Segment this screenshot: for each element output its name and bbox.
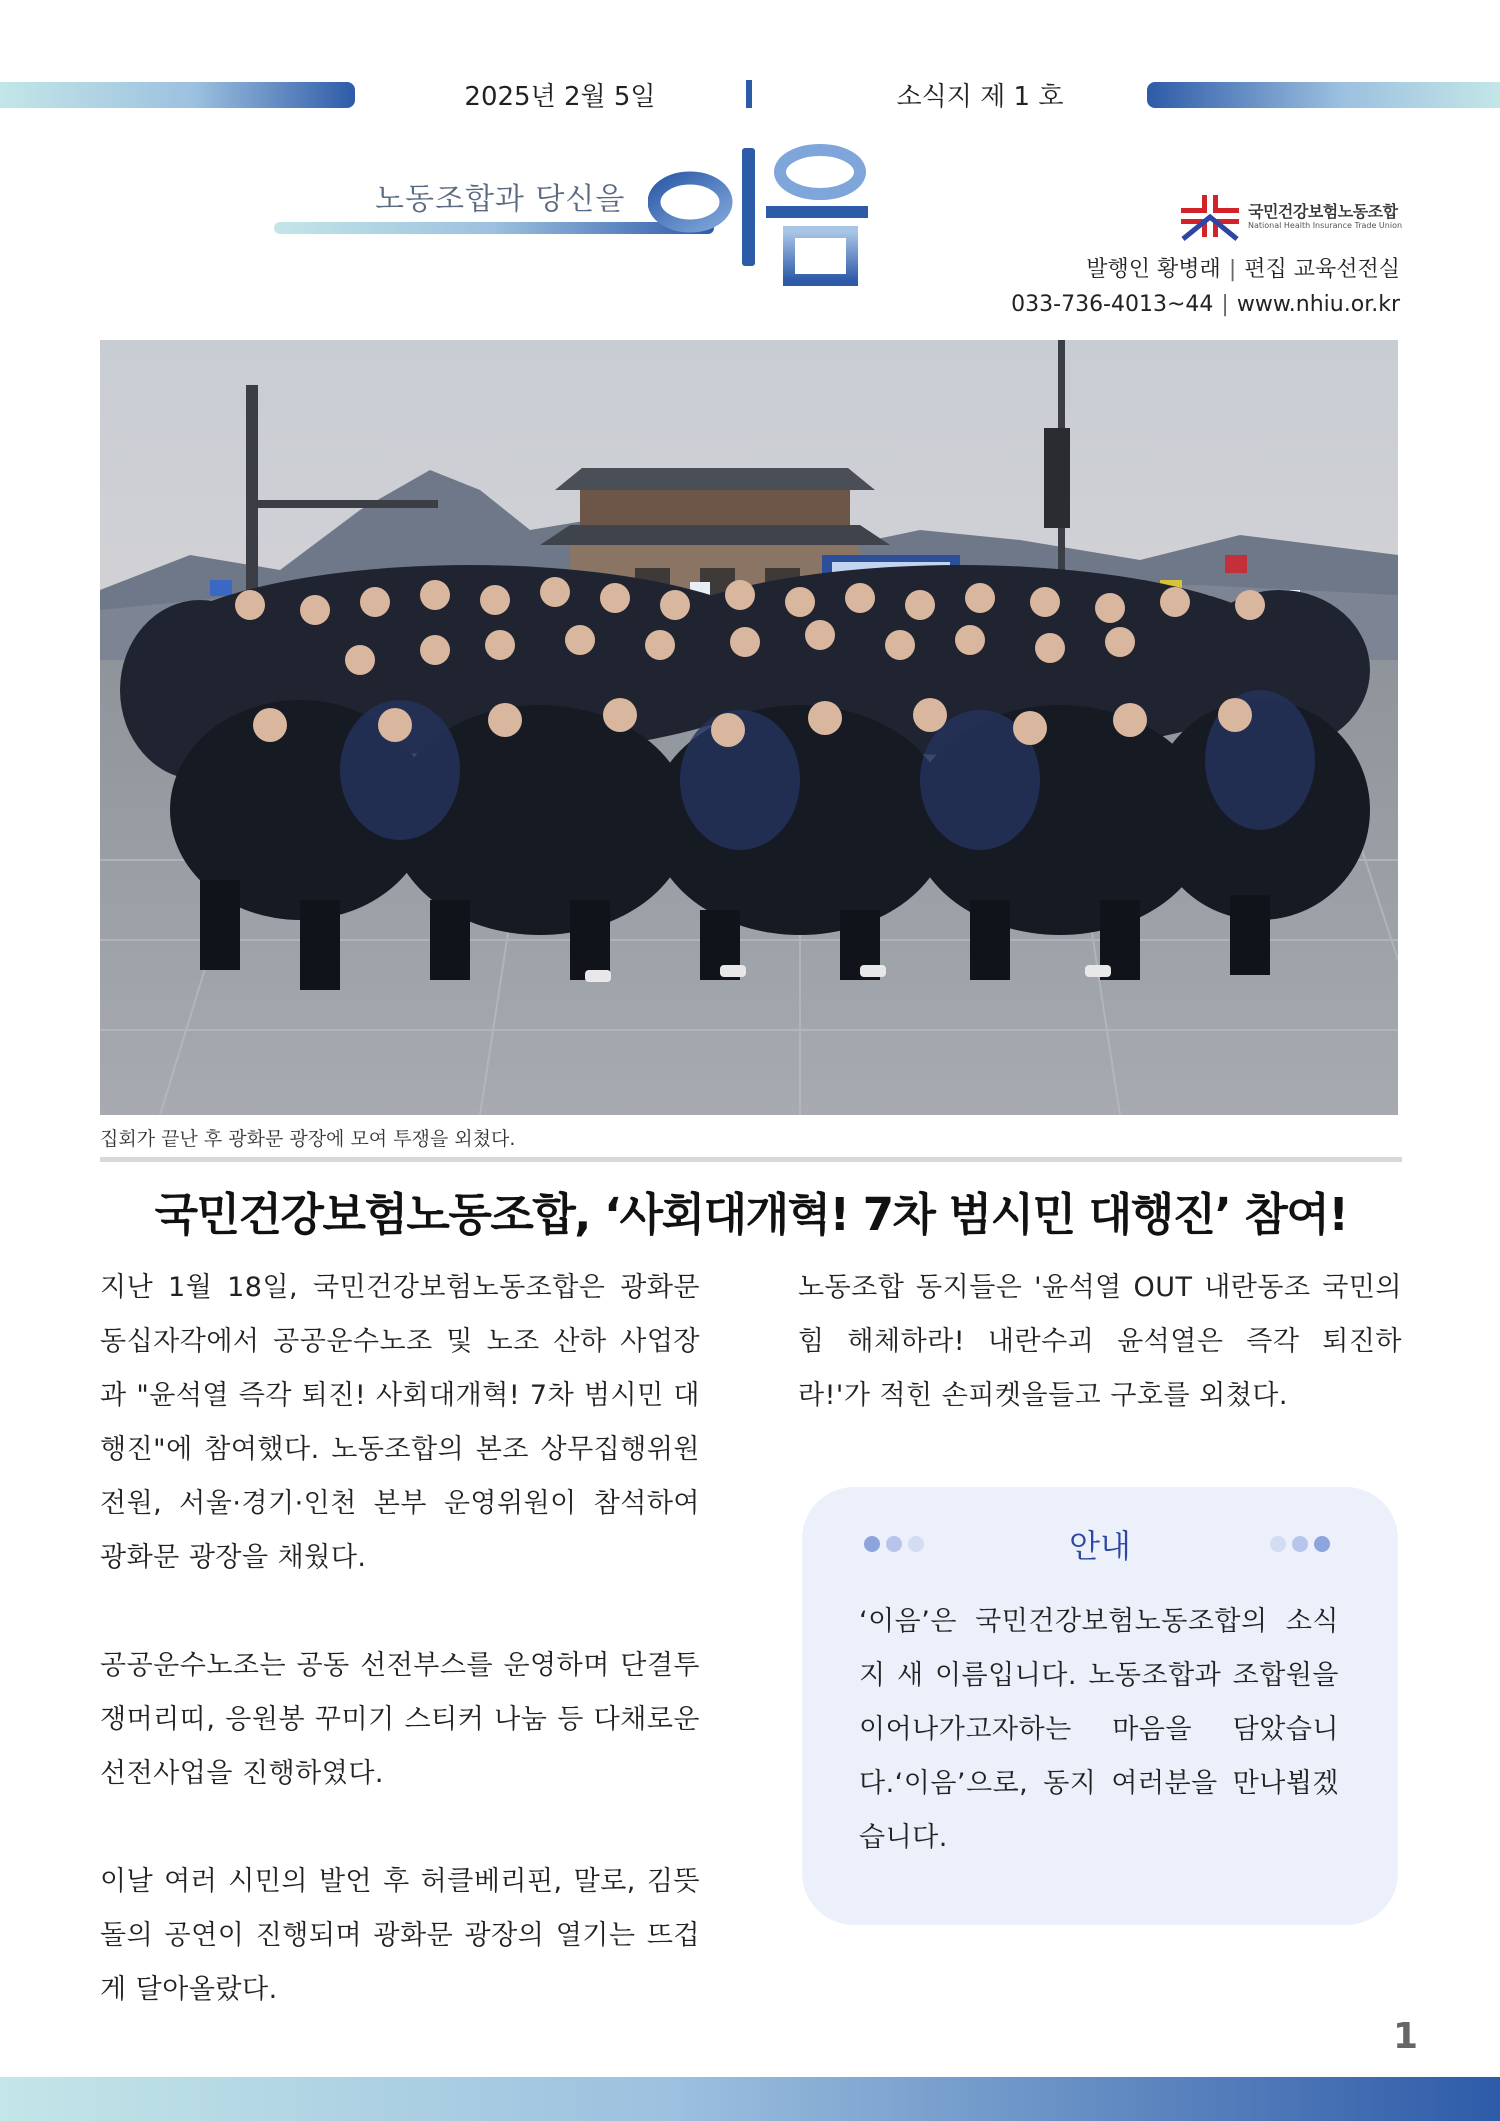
dot-icon [1314,1536,1330,1552]
article-paragraph: 이날 여러 시민의 발언 후 허클베리핀, 말로, 김뜻돌의 공연이 진행되며 광화문 광장의 열기는 뜨겁게 달아올랐다. [100,1866,700,2005]
issue-date: 2025년 2월 5일 [464,82,656,112]
union-name: 국민건강보험노동조합 [1248,202,1398,221]
contact-info [1011,292,1400,317]
separator: | [1221,292,1229,317]
notice-text: ‘이음’은 국민건강보험노동조합의 소식지 새 이름입니다. 노동조합과 조합원을 이어나가고자하는 마음을 담았습니다.‘이음’으로, 동지 여러분을 만나뵙겠습니다. [859,1606,1339,1853]
rally-photo [100,340,1398,1115]
article-headline: 국민건강보험노동조합, ‘사회대개혁! 7차 범시민 대행진’ 참여! [154,1188,1348,1241]
issue-number: 소식지 제 1 호 [896,82,1064,112]
article-paragraph: 노동조합 동지들은 '윤석열 OUT 내란동조 국민의힘 해체하라! 내란수괴 윤석열은 즉각 퇴진하라!'가 적힌 손피켓을들고 구호를 외쳤다. [798,1272,1402,1411]
notice-box [802,1487,1398,1925]
publisher-info [1086,252,1400,283]
article-right-column [798,1261,1402,1423]
top-decor-bar-right [1147,82,1500,108]
notice-title: 안내 [1069,1527,1131,1565]
article-left-column [100,1261,700,2071]
bottom-decor-bar [0,2077,1500,2121]
editor-name: 편집 교육선전실 [1244,257,1400,282]
phone-number: 033-736-4013~44 [1011,292,1214,317]
section-divider [100,1157,1402,1162]
dot-icon [1292,1536,1308,1552]
dot-icon [1270,1536,1286,1552]
separator: | [1228,257,1237,282]
masthead-logo-graphic [648,130,888,310]
union-emblem-icon [1175,193,1245,241]
publisher-name: 발행인 황병래 [1086,257,1221,282]
article-paragraph: 공공운수노조는 공동 선전부스를 운영하며 단결투쟁머리띠, 응원봉 꾸미기 스티커 나눔 등 다채로운 선전사업을 진행하였다. [100,1650,700,1789]
rally-photo-image [100,340,1398,1115]
masthead-logo [648,130,888,310]
union-logo [1175,193,1500,241]
page-number: 1 [1392,2016,1418,2057]
dots-decoration-right [1270,1536,1336,1556]
article-paragraph: 지난 1월 18일, 국민건강보험노동조합은 광화문 동십자각에서 공공운수노조 및 노조 산하 사업장과 "윤석열 즉각 퇴진! 사회대개혁! 7차 범시민 대행진"에 참여했다. 노동조합의 본조 상무집행위원 전원, 서울·경기·인천 본부 운영위원이 참석하여 광화문 광장을 채웠다. [100,1272,700,1573]
website-link[interactable]: www.nhiu.or.kr [1236,292,1400,317]
masthead-tagline: 노동조합과 당신을 [375,182,626,217]
photo-caption: 집회가 끝난 후 광화문 광장에 모여 투쟁을 외쳤다. [100,1128,516,1150]
top-decor-bar-left [0,82,355,108]
issue-divider [746,80,752,108]
union-name-english: National Health Insurance Trade Union [1248,221,1403,230]
